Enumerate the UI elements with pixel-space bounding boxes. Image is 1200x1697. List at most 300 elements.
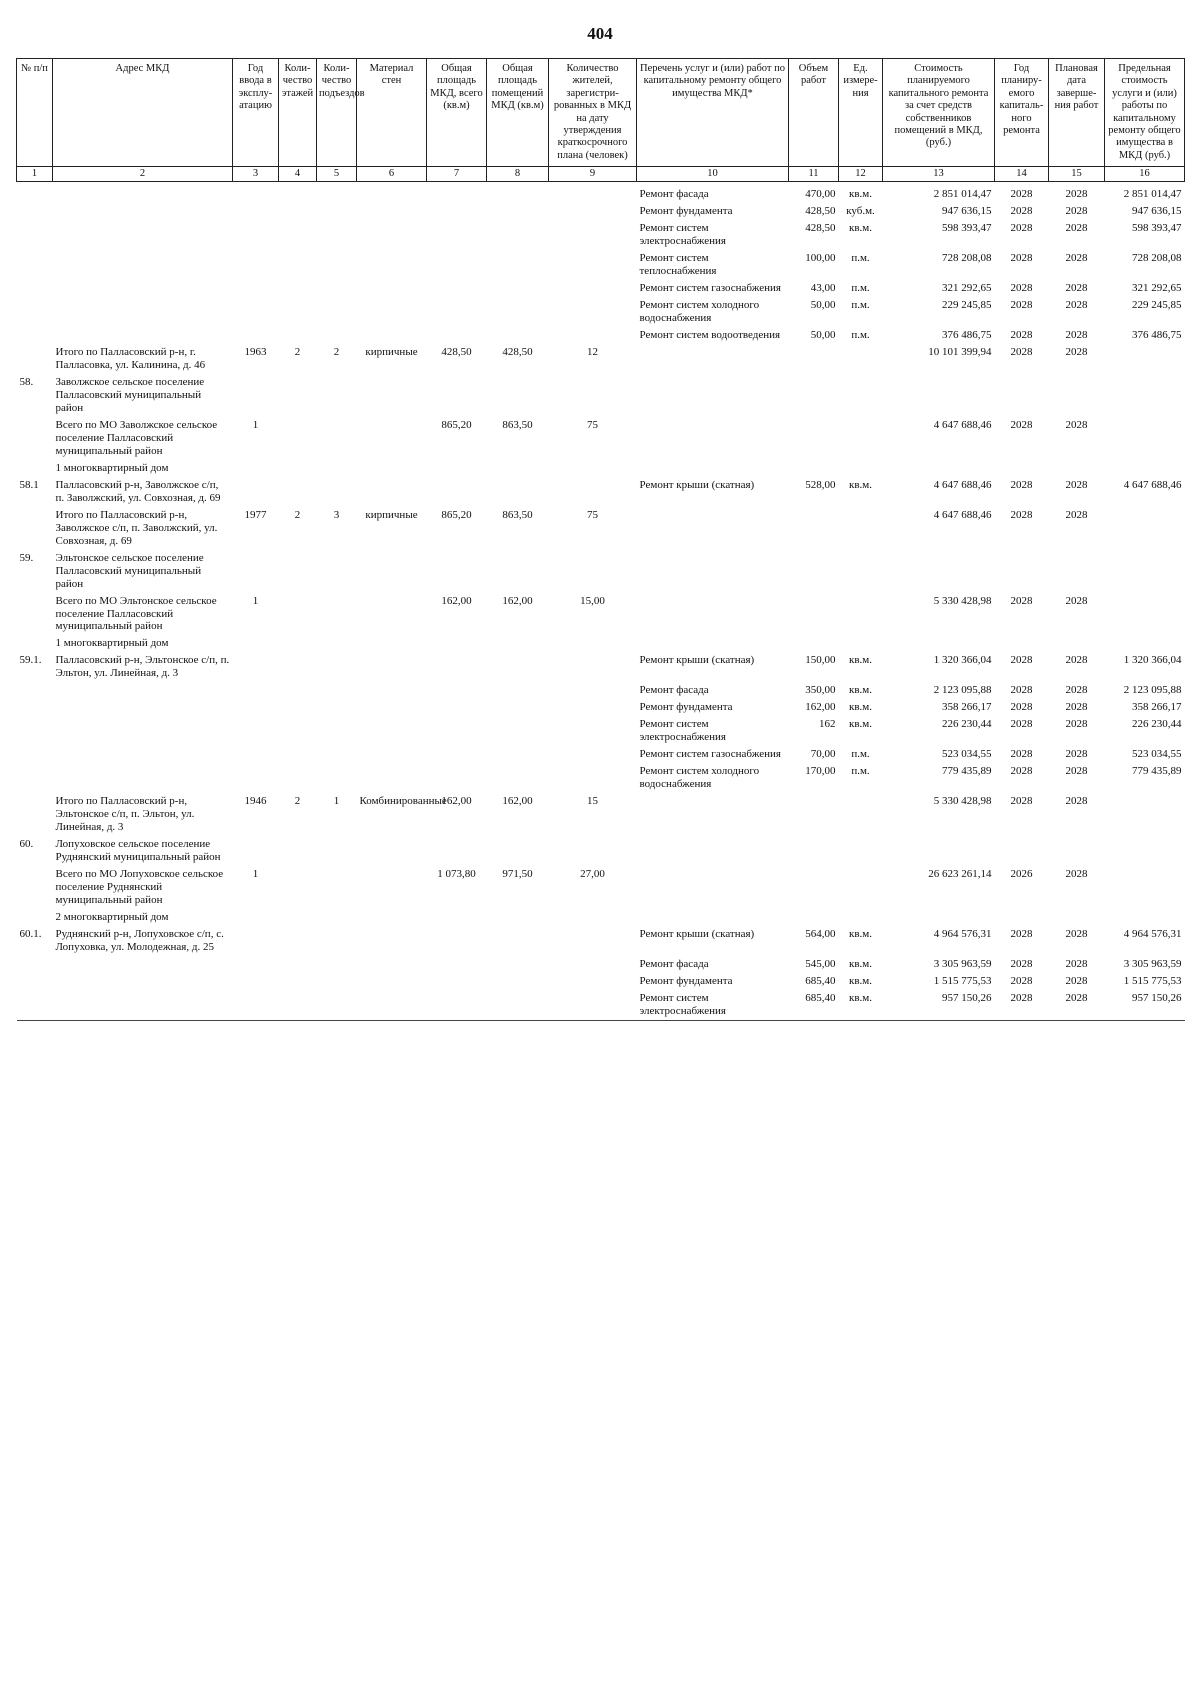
unit-cell [839, 460, 883, 477]
floors-count-cell [279, 417, 317, 460]
address-cell: Палласовский р-н, Заволжское с/п, п. Заволжский, ул. Совхозная, д. 69 [55, 478, 221, 504]
repair-year-cell [995, 836, 1049, 866]
column-number: 11 [789, 167, 839, 182]
capital-repair-table [16, 58, 1185, 1021]
address-cell [53, 973, 233, 990]
planned-cost-cell: 5 330 428,98 [933, 795, 992, 808]
floors-count-cell [279, 909, 317, 926]
unit-cell [839, 793, 883, 836]
completion-date-cell [1049, 374, 1105, 417]
table-row [17, 593, 1185, 636]
floors-count-cell [279, 327, 317, 344]
completion-date-cell: 2028 [1065, 991, 1088, 1004]
column-number: 7 [427, 167, 487, 182]
commissioning-year-cell [233, 203, 279, 220]
residents-count-cell: 12 [587, 346, 598, 359]
repair-year-cell: 2028 [1010, 346, 1033, 359]
work-volume-cell [789, 507, 839, 550]
work-type-cell [637, 593, 789, 636]
entrances-count-cell [317, 374, 357, 417]
row-number-cell: 59.1. [19, 654, 42, 667]
completion-date-cell [1049, 635, 1105, 652]
unit-cell [839, 866, 883, 909]
repair-year-cell: 2026 [1010, 867, 1033, 880]
work-volume-cell [789, 836, 839, 866]
row-number-cell [17, 417, 53, 460]
planned-cost-cell: 4 647 688,46 [933, 508, 992, 521]
table-row [17, 973, 1185, 990]
work-type-cell: Ремонт систем водоотведения [639, 329, 781, 342]
row-number-cell [17, 593, 53, 636]
completion-date-cell: 2028 [1065, 346, 1088, 359]
floors-count-cell [279, 250, 317, 280]
table-row [17, 280, 1185, 297]
commissioning-year-cell: 1946 [244, 795, 267, 808]
unit-cell: п.м. [851, 282, 870, 295]
completion-date-cell: 2028 [1065, 299, 1088, 312]
premises-area-cell [487, 836, 549, 866]
entrances-count-cell [317, 973, 357, 990]
work-type-cell [637, 909, 789, 926]
total-area-cell [427, 327, 487, 344]
max-cost-cell: 4 964 576,31 [1123, 927, 1182, 940]
repair-year-cell: 2028 [1010, 222, 1033, 235]
row-number-cell [17, 682, 53, 699]
total-area-cell [427, 926, 487, 956]
premises-area-cell [487, 973, 549, 990]
address-cell [53, 699, 233, 716]
table-row [17, 716, 1185, 746]
commissioning-year-cell [233, 699, 279, 716]
wall-material-cell [357, 220, 427, 250]
total-area-cell [427, 182, 487, 203]
address-cell [53, 203, 233, 220]
repair-year-cell [995, 460, 1049, 477]
address-cell [53, 682, 233, 699]
wall-material-cell [357, 746, 427, 763]
max-cost-cell: 2 851 014,47 [1123, 188, 1182, 201]
table-row [17, 763, 1185, 793]
unit-cell: кв.м. [849, 654, 872, 667]
premises-area-cell [487, 926, 549, 956]
wall-material-cell [357, 699, 427, 716]
address-cell [53, 746, 233, 763]
commissioning-year-cell: 1963 [244, 346, 267, 359]
max-cost-cell: 947 636,15 [1132, 205, 1182, 218]
table-row [17, 909, 1185, 926]
repair-year-cell: 2028 [1010, 188, 1033, 201]
work-volume-cell: 43,00 [810, 282, 836, 295]
floors-count-cell [279, 652, 317, 682]
work-type-cell: Ремонт крыши (скатная) [639, 478, 755, 491]
total-area-cell [427, 652, 487, 682]
unit-cell: п.м. [851, 748, 870, 761]
column-number: 1 [17, 167, 53, 182]
row-number-cell [17, 635, 53, 652]
wall-material-cell [357, 682, 427, 699]
row-number-cell [17, 956, 53, 973]
max-cost-cell: 226 230,44 [1132, 718, 1182, 731]
repair-year-cell: 2028 [1010, 299, 1033, 312]
commissioning-year-cell [233, 716, 279, 746]
total-area-cell: 865,20 [441, 418, 472, 431]
row-number-cell [17, 793, 53, 836]
floors-count-cell [279, 763, 317, 793]
planned-cost-cell: 957 150,26 [942, 991, 992, 1004]
column-number: 3 [233, 167, 279, 182]
planned-cost-cell: 2 123 095,88 [933, 684, 992, 697]
max-cost-cell: 779 435,89 [1132, 765, 1182, 778]
header-cell-16: Предельная стоимость услуги и (или) работы по капитальному ремонту общего имущества в МКД (руб.) [1105, 59, 1185, 167]
total-area-cell: 865,20 [441, 508, 472, 521]
work-volume-cell: 350,00 [805, 684, 836, 697]
table-row [17, 417, 1185, 460]
commissioning-year-cell [233, 182, 279, 203]
residents-count-cell [549, 203, 637, 220]
planned-cost-cell: 728 208,08 [942, 252, 992, 265]
work-volume-cell: 545,00 [805, 957, 836, 970]
column-number: 8 [487, 167, 549, 182]
row-number-cell [17, 699, 53, 716]
repair-year-cell: 2028 [1010, 991, 1033, 1004]
unit-cell: п.м. [851, 252, 870, 265]
address-cell: Эльтонское сельское поселение Палласовский муниципальный район [55, 551, 204, 590]
completion-date-cell: 2028 [1065, 867, 1088, 880]
address-cell: Всего по МО Лопуховское сельское поселение Руднянский муниципальный район [55, 867, 224, 906]
residents-count-cell: 15 [587, 795, 598, 808]
floors-count-cell [279, 716, 317, 746]
completion-date-cell: 2028 [1065, 795, 1088, 808]
total-area-cell [427, 374, 487, 417]
entrances-count-cell [317, 746, 357, 763]
header-cell-1: № п/п [17, 59, 53, 167]
floors-count-cell [279, 973, 317, 990]
repair-year-cell: 2028 [1010, 508, 1033, 521]
planned-cost-cell: 2 851 014,47 [933, 188, 992, 201]
residents-count-cell [549, 956, 637, 973]
work-type-cell [637, 635, 789, 652]
planned-cost-cell: 947 636,15 [942, 205, 992, 218]
work-type-cell: Ремонт фасада [639, 684, 709, 697]
commissioning-year-cell [233, 477, 279, 507]
premises-area-cell [487, 956, 549, 973]
premises-area-cell [487, 460, 549, 477]
address-cell: Итого по Палласовский р-н, Заволжское с/п, п. Заволжский, ул. Совхозная, д. 69 [55, 508, 218, 547]
address-cell [53, 280, 233, 297]
entrances-count-cell [317, 635, 357, 652]
column-number: 15 [1049, 167, 1105, 182]
column-number: 5 [317, 167, 357, 182]
entrances-count-cell [317, 990, 357, 1020]
completion-date-cell: 2028 [1065, 765, 1088, 778]
unit-cell: кв.м. [849, 957, 872, 970]
planned-cost-cell [883, 374, 995, 417]
work-volume-cell: 564,00 [805, 927, 836, 940]
work-type-cell: Ремонт фундамента [639, 974, 733, 987]
work-type-cell [637, 344, 789, 374]
header-cell-9: Количество жителей, зарегистри-рованных в МКД на дату утверждения краткосрочного плана (человек) [549, 59, 637, 167]
work-volume-cell: 685,40 [805, 991, 836, 1004]
wall-material-cell [357, 374, 427, 417]
planned-cost-cell [883, 909, 995, 926]
wall-material-cell [357, 250, 427, 280]
address-cell: 1 многоквартирный дом [55, 637, 169, 650]
residents-count-cell [549, 327, 637, 344]
completion-date-cell: 2028 [1065, 684, 1088, 697]
max-cost-cell [1105, 836, 1185, 866]
work-volume-cell: 50,00 [810, 299, 836, 312]
max-cost-cell: 229 245,85 [1132, 299, 1182, 312]
completion-date-cell: 2028 [1065, 654, 1088, 667]
address-cell [53, 990, 233, 1020]
entrances-count-cell [317, 182, 357, 203]
total-area-cell [427, 682, 487, 699]
header-cell-14: Год планиру-емого капиталь-ного ремонта [995, 59, 1049, 167]
entrances-count-cell: 2 [333, 346, 340, 359]
premises-area-cell [487, 763, 549, 793]
repair-year-cell [995, 909, 1049, 926]
work-volume-cell: 428,50 [805, 205, 836, 218]
unit-cell [839, 550, 883, 593]
unit-cell: кв.м. [849, 927, 872, 940]
max-cost-cell: 1 320 366,04 [1123, 654, 1182, 667]
unit-cell: кв.м. [849, 222, 872, 235]
commissioning-year-cell [233, 990, 279, 1020]
floors-count-cell: 2 [294, 346, 301, 359]
work-type-cell: Ремонт систем теплоснабжения [639, 252, 717, 278]
total-area-cell [427, 250, 487, 280]
address-cell [53, 956, 233, 973]
row-number-cell [17, 746, 53, 763]
wall-material-cell: Комбинированные [359, 795, 447, 808]
premises-area-cell [487, 327, 549, 344]
work-volume-cell [789, 344, 839, 374]
commissioning-year-cell [233, 956, 279, 973]
floors-count-cell: 2 [294, 508, 301, 521]
work-volume-cell: 470,00 [805, 188, 836, 201]
premises-area-cell [487, 250, 549, 280]
planned-cost-cell: 321 292,65 [942, 282, 992, 295]
unit-cell: кв.м. [849, 684, 872, 697]
premises-area-cell [487, 716, 549, 746]
max-cost-cell: 376 486,75 [1132, 329, 1182, 342]
repair-year-cell: 2028 [1010, 765, 1033, 778]
work-volume-cell [789, 550, 839, 593]
total-area-cell [427, 716, 487, 746]
header-cell-11: Объем работ [789, 59, 839, 167]
max-cost-cell [1105, 866, 1185, 909]
planned-cost-cell: 10 101 399,94 [928, 346, 992, 359]
completion-date-cell: 2028 [1065, 957, 1088, 970]
commissioning-year-cell: 1 [252, 418, 259, 431]
repair-year-cell [995, 374, 1049, 417]
total-area-cell [427, 763, 487, 793]
row-number-cell [17, 250, 53, 280]
completion-date-cell: 2028 [1065, 205, 1088, 218]
column-number-row [17, 167, 1185, 182]
max-cost-cell: 728 208,08 [1132, 252, 1182, 265]
table-row [17, 250, 1185, 280]
entrances-count-cell [317, 203, 357, 220]
work-volume-cell: 70,00 [810, 748, 836, 761]
wall-material-cell [357, 593, 427, 636]
entrances-count-cell [317, 682, 357, 699]
max-cost-cell [1105, 417, 1185, 460]
premises-area-cell [487, 182, 549, 203]
floors-count-cell [279, 182, 317, 203]
unit-cell: куб.м. [846, 205, 875, 218]
commissioning-year-cell: 1977 [244, 508, 267, 521]
table-row [17, 344, 1185, 374]
work-volume-cell [789, 635, 839, 652]
completion-date-cell [1049, 460, 1105, 477]
total-area-cell [427, 203, 487, 220]
residents-count-cell [549, 990, 637, 1020]
table-row [17, 507, 1185, 550]
work-volume-cell: 50,00 [810, 329, 836, 342]
repair-year-cell: 2028 [1010, 974, 1033, 987]
residents-count-cell [549, 635, 637, 652]
residents-count-cell [549, 716, 637, 746]
wall-material-cell [357, 417, 427, 460]
address-cell [53, 763, 233, 793]
wall-material-cell [357, 477, 427, 507]
row-number-cell [17, 220, 53, 250]
residents-count-cell [549, 973, 637, 990]
completion-date-cell: 2028 [1065, 329, 1088, 342]
floors-count-cell [279, 635, 317, 652]
address-cell: Заволжское сельское поселение Палласовский муниципальный район [55, 376, 205, 414]
total-area-cell [427, 297, 487, 327]
commissioning-year-cell [233, 374, 279, 417]
max-cost-cell: 957 150,26 [1132, 991, 1182, 1004]
unit-cell: кв.м. [849, 991, 872, 1004]
premises-area-cell: 863,50 [502, 508, 533, 521]
premises-area-cell [487, 203, 549, 220]
address-cell [53, 327, 233, 344]
table-row [17, 635, 1185, 652]
work-volume-cell: 528,00 [805, 478, 836, 491]
max-cost-cell: 523 034,55 [1132, 748, 1182, 761]
column-number: 14 [995, 167, 1049, 182]
row-number-cell: 59. [19, 551, 34, 564]
entrances-count-cell [317, 327, 357, 344]
total-area-cell: 162,00 [441, 594, 472, 607]
max-cost-cell [1105, 460, 1185, 477]
work-volume-cell: 685,40 [805, 974, 836, 987]
completion-date-cell: 2028 [1065, 282, 1088, 295]
header-cell-5: Коли-чество подъездов [317, 59, 357, 167]
residents-count-cell [549, 682, 637, 699]
floors-count-cell [279, 374, 317, 417]
entrances-count-cell [317, 926, 357, 956]
floors-count-cell [279, 746, 317, 763]
commissioning-year-cell [233, 635, 279, 652]
work-type-cell [637, 550, 789, 593]
column-number: 13 [883, 167, 995, 182]
row-number-cell [17, 507, 53, 550]
entrances-count-cell [317, 477, 357, 507]
entrances-count-cell [317, 460, 357, 477]
table-row [17, 477, 1185, 507]
repair-year-cell [995, 550, 1049, 593]
premises-area-cell [487, 746, 549, 763]
work-type-cell [637, 793, 789, 836]
residents-count-cell [549, 652, 637, 682]
premises-area-cell [487, 374, 549, 417]
unit-cell: кв.м. [849, 188, 872, 201]
work-type-cell [637, 507, 789, 550]
unit-cell [839, 374, 883, 417]
planned-cost-cell [883, 460, 995, 477]
repair-year-cell: 2028 [1010, 594, 1033, 607]
entrances-count-cell [317, 956, 357, 973]
capital-repair-table-container [16, 58, 1184, 1021]
commissioning-year-cell: 1 [252, 594, 259, 607]
table-row [17, 836, 1185, 866]
unit-cell: кв.м. [849, 478, 872, 491]
row-number-cell [17, 763, 53, 793]
address-cell: Итого по Палласовский р-н, Эльтонское с/п, п. Эльтон, ул. Линейная, д. 3 [55, 795, 195, 834]
max-cost-cell [1105, 593, 1185, 636]
residents-count-cell: 75 [587, 508, 598, 521]
residents-count-cell: 75 [587, 418, 598, 431]
repair-year-cell: 2028 [1010, 927, 1033, 940]
work-volume-cell [789, 374, 839, 417]
header-cell-2: Адрес МКД [53, 59, 233, 167]
total-area-cell: 428,50 [441, 346, 472, 359]
commissioning-year-cell [233, 926, 279, 956]
header-cell-6: Материал стен [357, 59, 427, 167]
header-cell-12: Ед. измере-ния [839, 59, 883, 167]
repair-year-cell: 2028 [1010, 282, 1033, 295]
repair-year-cell: 2028 [1010, 329, 1033, 342]
repair-year-cell: 2028 [1010, 205, 1033, 218]
header-cell-3: Год ввода в эксплу-атацию [233, 59, 279, 167]
work-type-cell: Ремонт фасада [639, 957, 709, 970]
max-cost-cell [1105, 344, 1185, 374]
table-row [17, 926, 1185, 956]
max-cost-cell [1105, 793, 1185, 836]
max-cost-cell: 598 393,47 [1132, 222, 1182, 235]
table-row [17, 203, 1185, 220]
residents-count-cell [549, 297, 637, 327]
entrances-count-cell [317, 593, 357, 636]
residents-count-cell [549, 909, 637, 926]
address-cell: Лопуховское сельское поселение Руднянский муниципальный район [55, 838, 221, 863]
unit-cell [839, 635, 883, 652]
wall-material-cell [357, 327, 427, 344]
unit-cell: п.м. [851, 765, 870, 778]
work-type-cell [637, 836, 789, 866]
wall-material-cell [357, 973, 427, 990]
entrances-count-cell [317, 716, 357, 746]
table-row [17, 550, 1185, 593]
repair-year-cell: 2028 [1010, 684, 1033, 697]
residents-count-cell [549, 280, 637, 297]
address-cell [53, 220, 233, 250]
row-number-cell [17, 327, 53, 344]
header-cell-15: Плановая дата заверше-ния работ [1049, 59, 1105, 167]
total-area-cell [427, 956, 487, 973]
table-row [17, 652, 1185, 682]
completion-date-cell: 2028 [1065, 508, 1088, 521]
commissioning-year-cell [233, 836, 279, 866]
premises-area-cell: 428,50 [502, 346, 533, 359]
floors-count-cell [279, 460, 317, 477]
page-number: 404 [587, 24, 613, 43]
work-type-cell: Ремонт фундамента [639, 205, 733, 218]
